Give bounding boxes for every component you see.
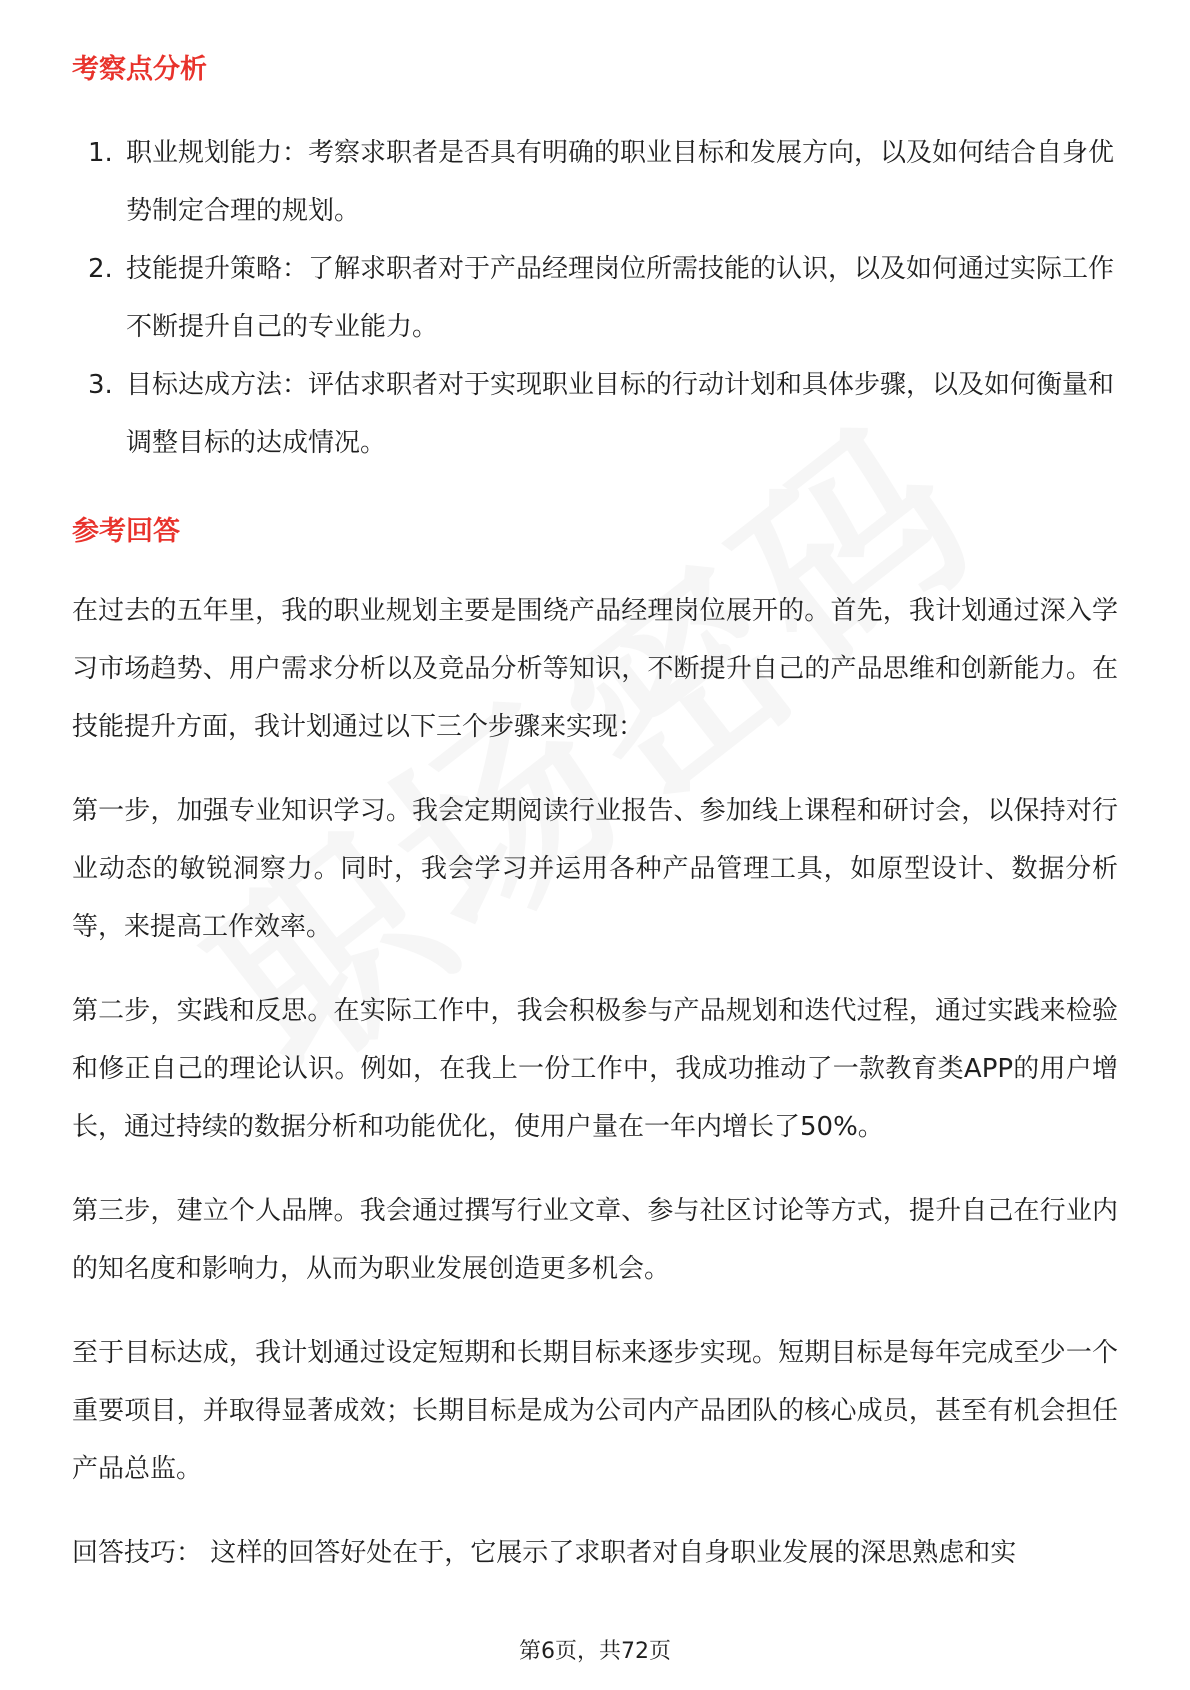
list-item [72, 124, 1118, 240]
list-item [72, 240, 1118, 356]
analysis-points-list [72, 124, 1118, 472]
answer-paragraph: 第一步，加强专业知识学习。我会定期阅读行业报告、参加线上课程和研讨会，以保持对行业动态的敏锐洞察力。同时，我会学习并运用各种产品管理工具，如原型设计、数据分析等，来提高工作效率。 [72, 796, 1118, 942]
answer-heading: 参考回答 [72, 516, 180, 547]
analysis-heading: 考察点分析 [72, 54, 207, 85]
list-item-number: 3. [88, 370, 113, 400]
answer-body [72, 582, 1118, 1582]
answer-paragraph: 至于目标达成，我计划通过设定短期和长期目标来逐步实现。短期目标是每年完成至少一个重要项目，并取得显著成效；长期目标是成为公司内产品团队的核心成员，甚至有机会担任产品总监。 [72, 1338, 1118, 1484]
list-item-number: 1. [88, 138, 113, 168]
answer-paragraph: 第二步，实践和反思。在实际工作中，我会积极参与产品规划和迭代过程，通过实践来检验和修正自己的理论认识。例如，在我上一份工作中，我成功推动了一款教育类APP的用户增长，通过持续的数据分析和功能优化，使用户量在一年内增长了50%。 [72, 996, 1118, 1142]
list-item-number: 2. [88, 254, 113, 284]
answer-tips-paragraph: 回答技巧： 这样的回答好处在于，它展示了求职者对自身职业发展的深思熟虑和实 [72, 1538, 1017, 1568]
document-page [72, 50, 1118, 1582]
list-item [72, 356, 1118, 472]
list-item-text: 目标达成方法：评估求职者对于实现职业目标的行动计划和具体步骤，以及如何衡量和调整目标的达成情况。 [126, 370, 1115, 458]
list-item-text: 职业规划能力：考察求职者是否具有明确的职业目标和发展方向，以及如何结合自身优势制定合理的规划。 [126, 138, 1115, 226]
answer-paragraph: 第三步，建立个人品牌。我会通过撰写行业文章、参与社区讨论等方式，提升自己在行业内的知名度和影响力，从而为职业发展创造更多机会。 [72, 1196, 1118, 1284]
list-item-text: 技能提升策略：了解求职者对于产品经理岗位所需技能的认识，以及如何通过实际工作不断提升自己的专业能力。 [126, 254, 1115, 342]
page-number: 第6页，共72页 [519, 1639, 671, 1664]
answer-paragraph: 在过去的五年里，我的职业规划主要是围绕产品经理岗位展开的。首先，我计划通过深入学习市场趋势、用户需求分析以及竞品分析等知识，不断提升自己的产品思维和创新能力。在技能提升方面，我计划通过以下三个步骤来实现： [72, 596, 1118, 742]
